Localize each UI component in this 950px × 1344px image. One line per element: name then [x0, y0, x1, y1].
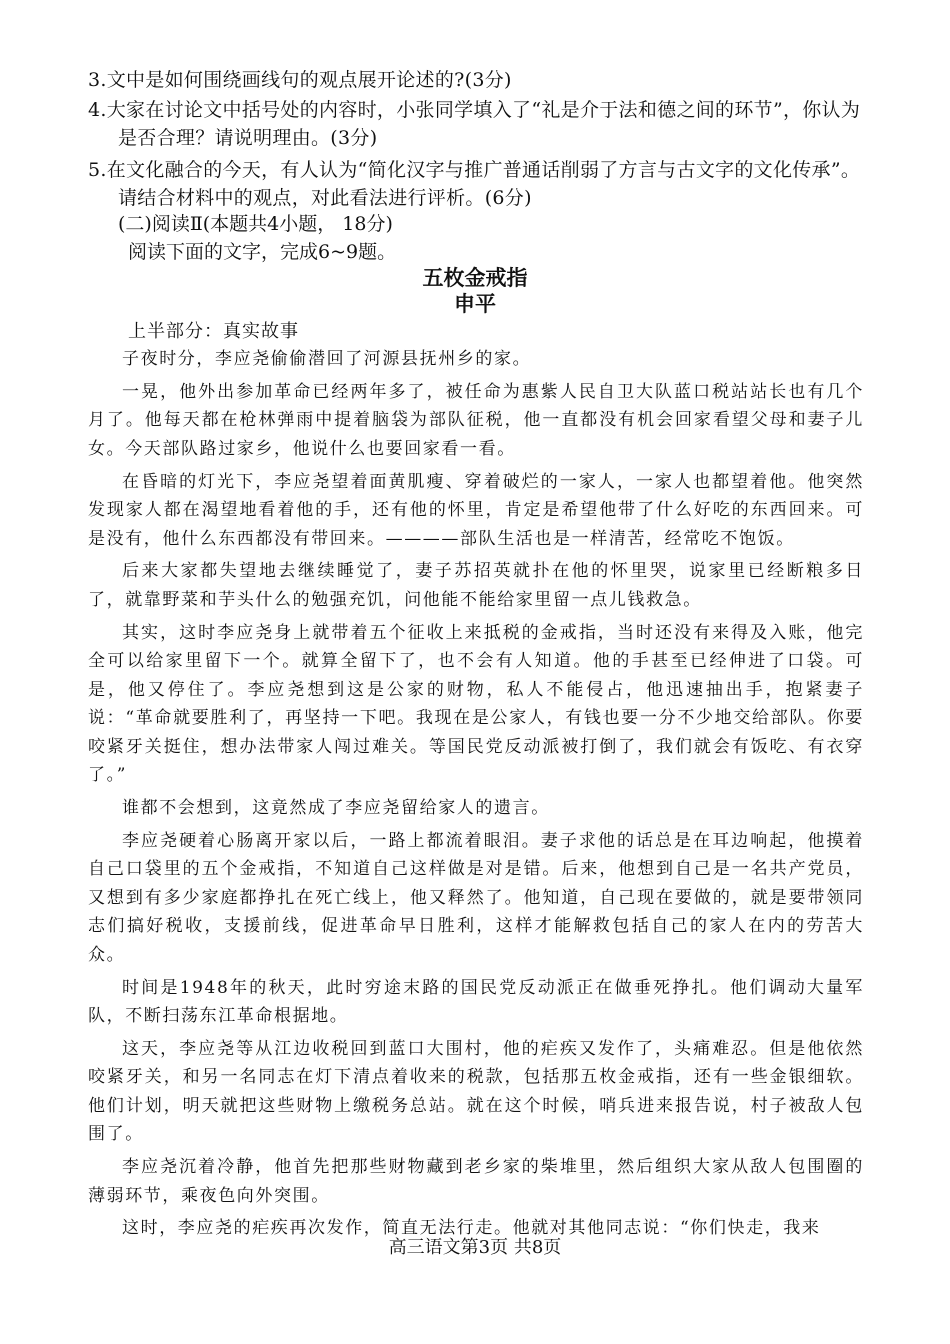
- question-4: [88, 96, 868, 152]
- section-instruction: 阅读下面的文字，完成6~9题。: [128, 241, 397, 263]
- question-4-line2: 是否合理？请说明理由。(3分): [118, 127, 378, 149]
- story-title: 五枚金戒指: [422, 266, 528, 290]
- story-subheading: 上半部分：真实故事: [128, 321, 299, 342]
- page-footer: 高三语文第3页 共8页: [388, 1237, 562, 1258]
- question-3: [88, 66, 868, 94]
- story-paragraph: 时间是1948年的秋天，此时穷途末路的国民党反动派正在做垂死挣扎。他们调动大量军队，不断扫荡东江革命根据地。: [88, 977, 864, 1027]
- story-paragraph: 在昏暗的灯光下，李应尧望着面黄肌瘦、穿着破烂的一家人，一家人也都望着他。他突然发现家人都在渴望地看着他的手，还有他的怀里，肯定是希望他带了什么好吃的东西回来。可是没有，他什么东西都没有带回来。————部队生活也是一样清苦，经常吃不饱饭。: [88, 471, 864, 549]
- story-paragraph: 一晃，他外出参加革命已经两年多了，被任命为惠紫人民自卫大队蓝口税站站长也有几个月了。他每天都在枪林弹雨中提着脑袋为部队征税，他一直都没有机会回家看望父母和妻子儿女。今天部队路过家乡，他说什么也要回家看一看。: [88, 381, 864, 459]
- story-paragraph: 李应尧硬着心肠离开家以后，一路上都流着眼泪。妻子求他的话总是在耳边响起，他摸着自己口袋里的五个金戒指，不知道自己这样做是对是错。后来，他想到自己是一名共产党员，又想到有多少家庭都挣扎在死亡线上，他又释然了。他知道，自己现在要做的，就是要带领同志们搞好税收，支援前线，促进革命早日胜利，这样才能解救包括自己的家人在内的劳苦大众。: [88, 830, 864, 965]
- question-5-line1: 5.在文化融合的今天，有人认为“简化汉字与推广普通话削弱了方言与古文字的文化传承”。: [88, 159, 861, 181]
- story-paragraph: 其实，这时李应尧身上就带着五个征收上来抵税的金戒指，当时还没有来得及入账，他完全可以给家里留下一个。就算全留下了，也不会有人知道。他的手甚至已经伸进了口袋。可是，他又停住了。李应尧想到这是公家的财物，私人不能侵占，他迅速抽出手，抱紧妻子说：“革命就要胜利了，再坚持一下吧。我现在是公家人，有钱也要一分不少地交给部队。你要咬紧牙关挺住，想办法带家人闯过难关。等国民党反动派被打倒了，我们就会有饭吃、有衣穿了。”: [88, 622, 864, 786]
- story-body: [88, 345, 864, 1247]
- story-paragraph: 子夜时分，李应尧偷偷潜回了河源县抚州乡的家。: [122, 349, 532, 369]
- question-4-line1: 4.大家在讨论文中括号处的内容时，小张同学填入了“礼是介于法和德之间的环节”，你认为: [88, 99, 861, 121]
- story-paragraph: 李应尧沉着冷静，他首先把那些财物藏到老乡家的柴堆里，然后组织大家从敌人包围圈的薄弱环节，乘夜色向外突围。: [88, 1157, 864, 1206]
- section-heading: (二)阅读Ⅱ(本题共4小题， 18分): [118, 213, 393, 235]
- question-3-text: 3.文中是如何围绕画线句的观点展开论述的?(3分): [88, 69, 512, 91]
- story-paragraph: 这时，李应尧的疟疾再次发作，简直无法行走。他就对其他同志说：“你们快走，我来: [122, 1218, 821, 1239]
- story-paragraph: 后来大家都失望地去继续睡觉了，妻子苏招英就扑在他的怀里哭，说家里已经断粮多日了，就靠野菜和芋头什么的勉强充饥，问他能不能给家里留一点儿钱救急。: [88, 561, 864, 610]
- story-author: 申平: [454, 292, 496, 316]
- story-paragraph: 这天，李应尧等从江边收税回到蓝口大围村，他的疟疾又发作了，头痛难忍。但是他依然咬紧牙关，和另一名同志在灯下清点着收来的税款，包括那五枚金戒指，还有一些金银细软。他们计划，明天就把这些财物上缴税务总站。就在这个时候，哨兵进来报告说，村子被敌人包围了。: [88, 1038, 864, 1145]
- story-paragraph: 谁都不会想到，这竟然成了李应尧留给家人的遗言。: [122, 797, 550, 818]
- question-5-line2: 请结合材料中的观点，对此看法进行评析。(6分): [118, 187, 532, 209]
- question-5: [88, 156, 868, 212]
